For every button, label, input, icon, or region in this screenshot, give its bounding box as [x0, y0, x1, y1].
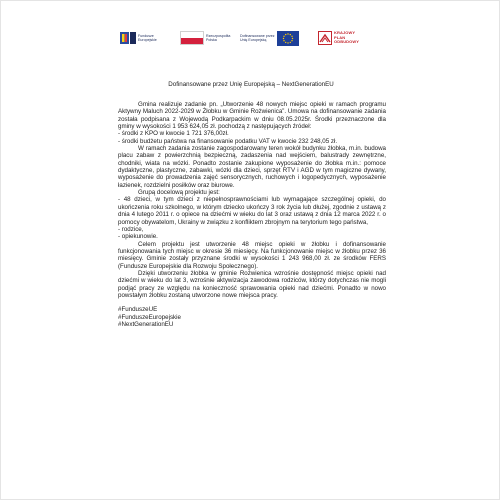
paragraph-target-group: Grupą docelową projektu jest:: [138, 189, 220, 197]
paragraph-scope: W ramach zadania zostanie zagospodarowany teren wokół budynku żłobka, m.in. budowa placu zabaw z powierzchnią bezpieczną, zadaszenia nad wejściem, balustrady zewnętrzne, chodniki, wiata na wózki. Ponadto zostanie zakupione wyposażenie do żłobka m.in.: pomoce dydaktyczne, plastyczne, zabawki, wózki dla dzieci, sprzęt RTV i AGD w tym magiczne dywany, wyposażenie do prowadzenia zajęć sensorycznych, ruchowych i logopedycznych, wyposażenie łazienek, rozdzielni posiłków oraz biurowe.: [118, 145, 386, 189]
hashtag: #NextGenerationEU: [118, 320, 174, 328]
hashtag: #FunduszeEuropejskie: [118, 313, 181, 321]
hashtag: #FunduszeUE: [118, 306, 158, 314]
target-group-caregivers: - opiekunowie.: [118, 233, 158, 241]
eu-funded-logo: [240, 31, 306, 46]
paragraph-goal: Celem projektu jest utworzenie 48 miejsc opieki w żłobku i dofinansowanie funkcjonowania tych miejsc w okresie 36 miesięcy. Na funkcjonowanie miejsc w żłobku przez 36 miesięcy. Gminie zostały przyznane środki w wysokości 1 243 968,00 zł. ze środków FERS (Fundusze Europejskie dla Rozwoju Społecznego).: [118, 240, 386, 270]
eu-flag-icon: [277, 31, 299, 46]
paragraph-benefits: Dzięki utworzeniu żłobka w gminie Rożwienica wzrośnie dostępność miejsc opieki nad dziećmi w wieku do lat 3, wzrośnie aktywizacja zawodowa rodziców, którzy dotychczas nie mogli podjąć pracy ze względu na konieczność sprawowania opieki nad dziećmi. Ponadto w nowo powstałym żłobku zostaną utworzone nowe miejsca pracy.: [118, 269, 386, 299]
kpo-logo-icon: [318, 31, 332, 45]
funding-statement: Dofinansowane przez Unię Europejską – NextGenerationEU: [168, 81, 334, 88]
funding-source-budget: - środki budżetu państwa na finansowanie podatku VAT w kwocie 232 248,05 zł.: [118, 137, 338, 145]
krajowy-plan-odbudowy-logo: [318, 31, 368, 45]
eu-logo-caption: Dofinansowane przez Unię Europejską: [240, 33, 275, 42]
rzeczpospolita-polska-logo: [180, 31, 234, 45]
fundusze-europejskie-logo: [120, 32, 172, 44]
kpo-logo-caption: KRAJOWY PLAN ODBUDOWY: [334, 30, 360, 45]
pl-logo-caption: Rzeczpospolita Polska: [206, 33, 231, 42]
target-group-children: - 48 dzieci, w tym dzieci z niepełnosprawnościami lub wymagające szczególnej opieki, do ukończenia roku szkolnego, w którym dziecko ukończy 3 rok życia lub dłużej, zgodnie z ustawą z dnia 4 lutego 2011 r. o opiece na dziećmi w wieku do lat 3 oraz ustawą z dnia 12 marca 2022 r. o pomocy obywatelom, Ukrainy w związku z konfliktem zbrojnym na terytorium tego państwa,: [118, 196, 386, 226]
document-body: [118, 101, 386, 328]
paragraph-intro: Gmina realizuje zadanie pn. „Utworzenie 48 nowych miejsc opieki w ramach programu Aktywny Maluch 2022-2029 w Żłobku w Gminie Rożwienica”. Umowa na dofinansowanie zadania została podpisana z Wojewodą Podkarpackim w dniu 08.05.2025r. Środki przeznaczone dla gminy w wysokości 1 953 624,05 zł. pochodzą z następujących źródeł:: [118, 101, 386, 131]
polish-flag-icon: [180, 31, 204, 45]
fe-logo-icon: [120, 32, 136, 44]
target-group-parents: - rodzice,: [118, 225, 144, 233]
hashtag-list: [118, 306, 386, 328]
funding-source-kpo: - środki z KPO w kwocie 1 721 376,00zł.: [118, 130, 229, 138]
fe-logo-caption: Fundusze Europejskie: [138, 33, 157, 42]
logo-strip: [120, 26, 382, 50]
